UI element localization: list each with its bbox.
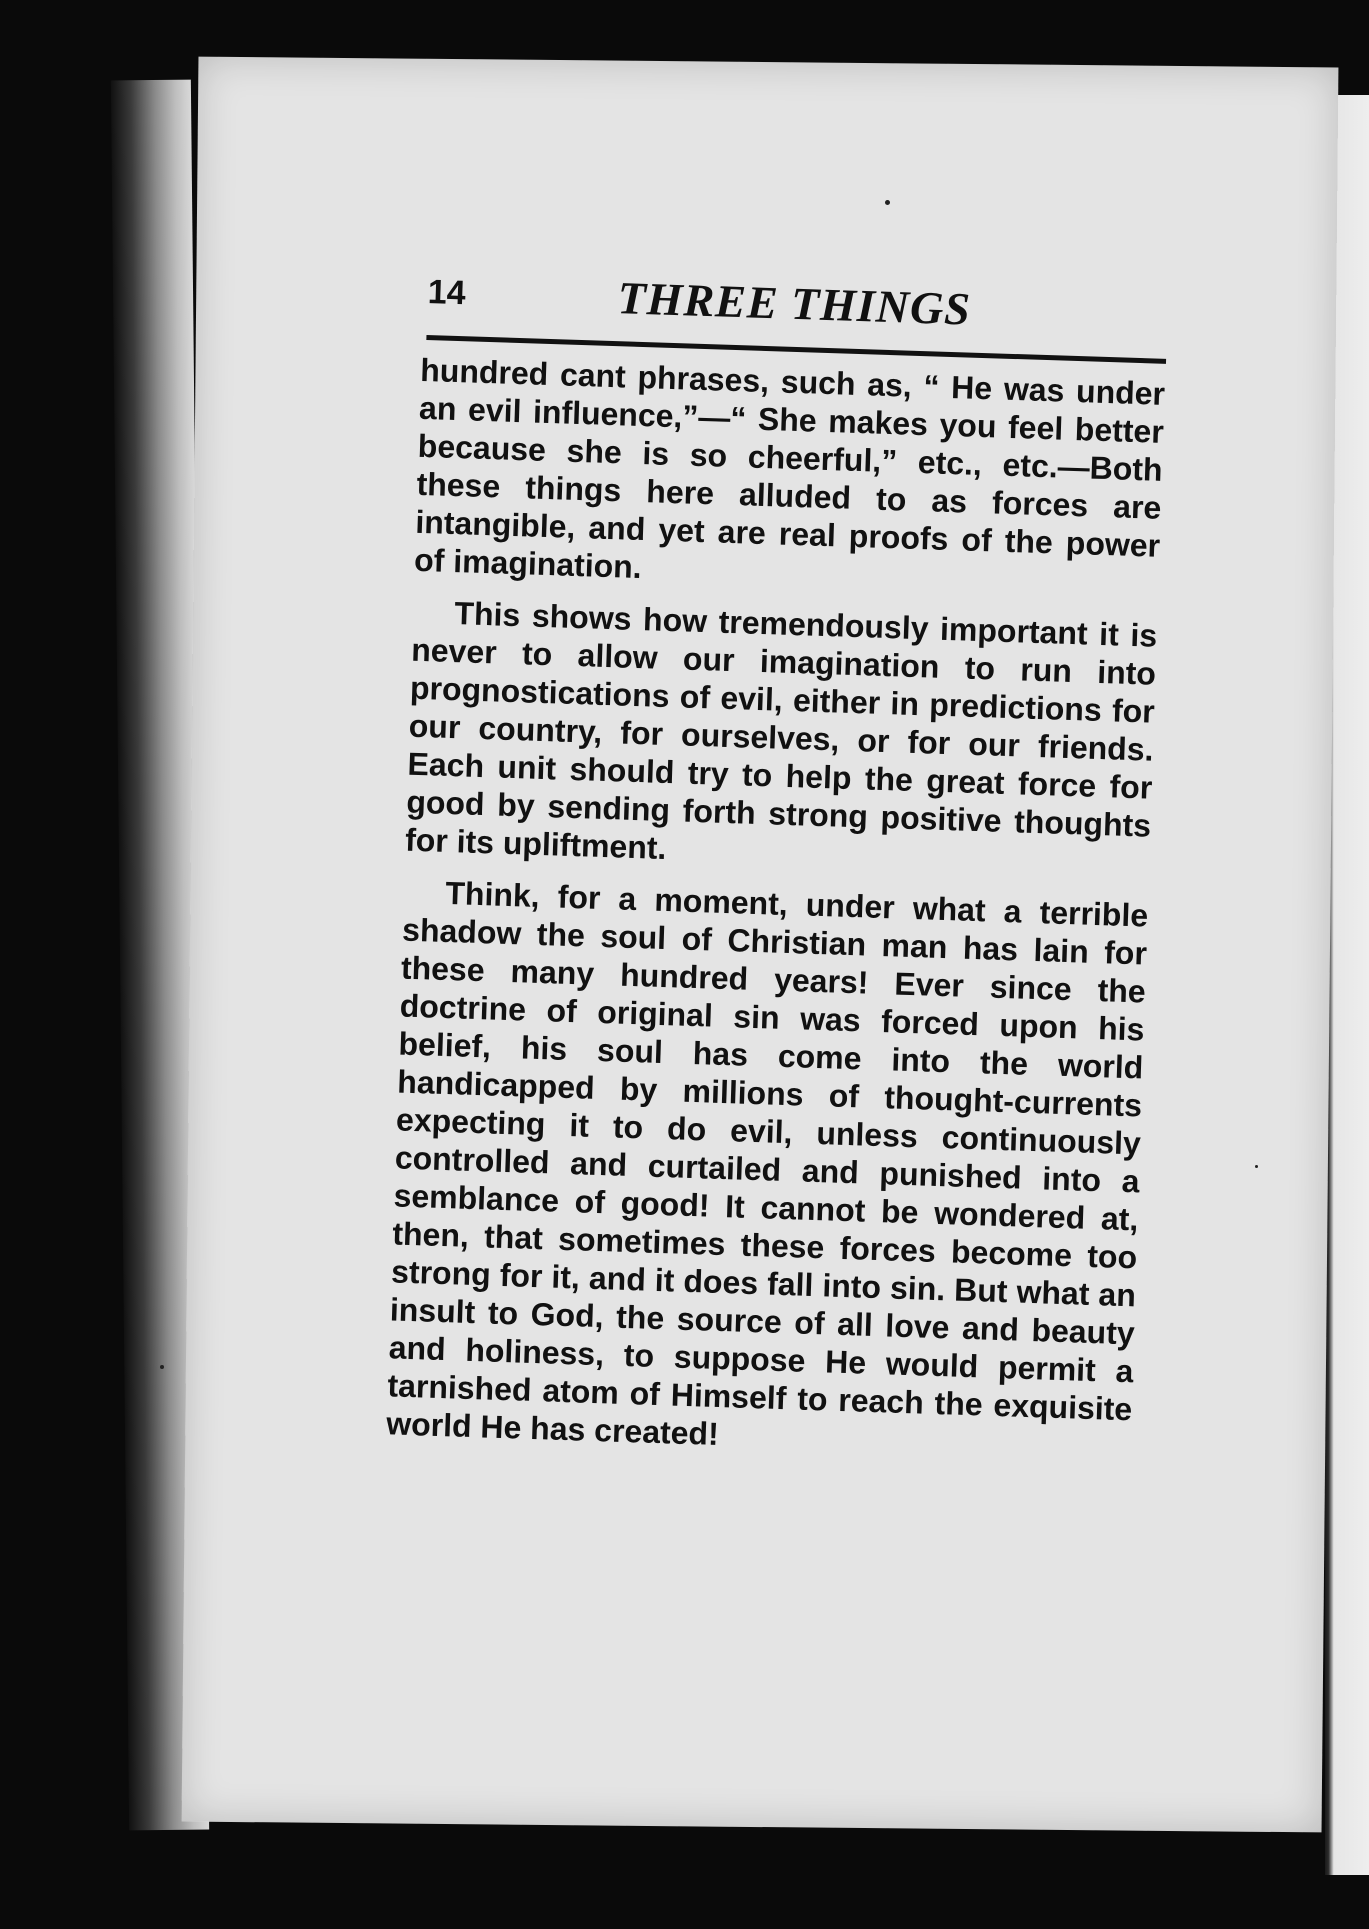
book-page xyxy=(182,57,1339,1833)
paragraph-3: Think, for a moment, under what a terrible shadow the soul of Christian man has lain for these many hundred years! Ever since the doctrine of original sin was forced upon his belief, his soul has come into the world handicapped by millions of thought-currents expecting it to do evil, unless continuously controlled and curtailed and punished into a semblance of good! It cannot be wondered at, then, that sometimes these forces become too strong for it, and it does fall into sin. But what an insult to God, the source of all love and beauty and holiness, to suppose He would permit a tarnished atom of Himself to reach the exquisite world He has created! xyxy=(385,874,1149,1453)
scan-speck xyxy=(1255,1165,1258,1168)
page-content xyxy=(154,44,1350,1845)
scan-speck xyxy=(160,1365,164,1369)
scan-speck xyxy=(885,200,890,205)
paragraph-1: hundred cant phrases, such as, “ He was under an evil influence,”—“ She makes you feel better because she is so cheerful,” etc., etc.—Both these things here alluded to as forces are intangible, and yet are real proofs of the power of imagination. xyxy=(413,351,1166,586)
running-title: THREE THINGS xyxy=(616,272,972,335)
page-number: 14 xyxy=(427,273,467,313)
paragraph-2: This shows how tremendously important it is never to allow our imagination to run into prognostications of evil, either in predictions for our country, for ourselves, or for our friends. Each unit should try to help the great force for good by sending forth strong positive thoughts for its upliftment. xyxy=(404,595,1158,867)
body-text xyxy=(385,351,1165,1480)
